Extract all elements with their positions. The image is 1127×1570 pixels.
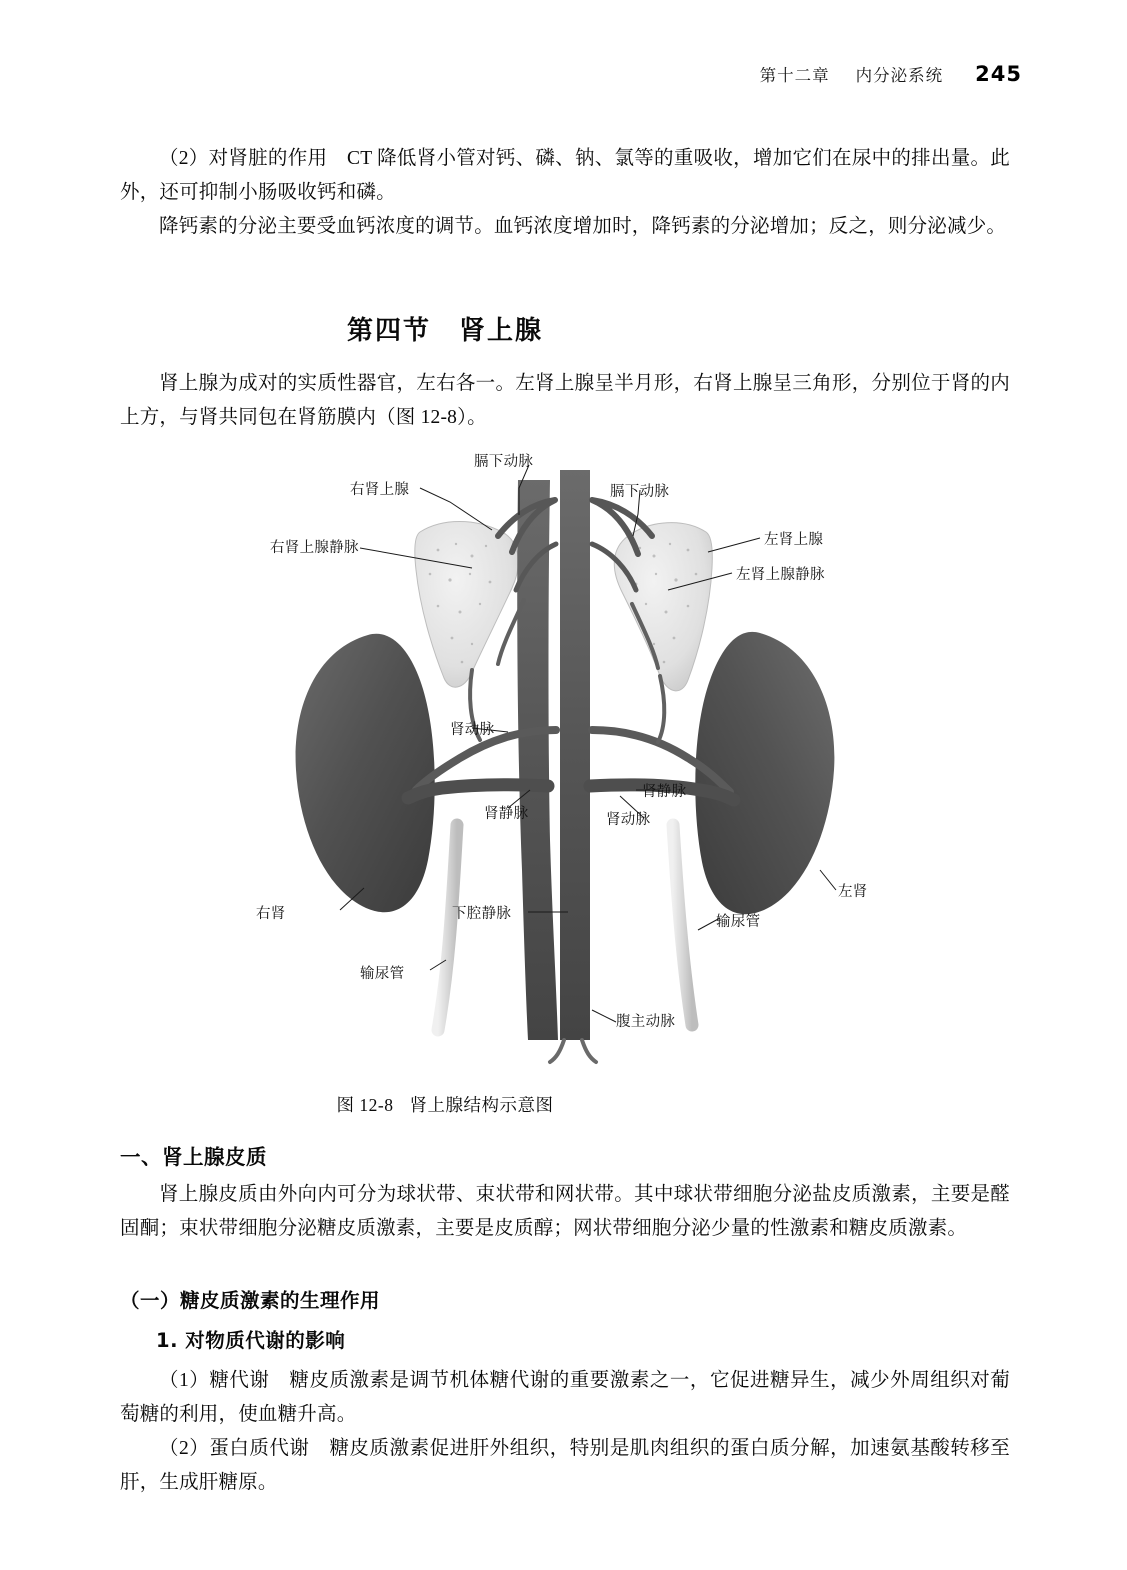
paragraph-block-3 xyxy=(120,367,1010,435)
heading-adrenal-cortex: 一、肾上腺皮质 xyxy=(120,1145,267,1169)
figure-caption-text: 肾上腺结构示意图 xyxy=(409,1095,554,1115)
label-diaphragm-artery-left: 膈下动脉 xyxy=(474,454,534,470)
label-left-adrenal-gland: 左肾上腺 xyxy=(764,532,824,548)
section-title-number: 第四节 xyxy=(346,316,431,346)
label-renal-artery-right: 肾动脉 xyxy=(606,812,651,828)
header-chapter: 第十二章 xyxy=(759,66,830,85)
label-right-adrenal-vein: 右肾上腺静脉 xyxy=(270,540,359,556)
section-title xyxy=(0,310,890,347)
label-abdominal-aorta: 腹主动脉 xyxy=(616,1014,676,1030)
heading-block-2 xyxy=(120,1285,1010,1313)
page-number: 245 xyxy=(975,62,1022,86)
figure-illustration xyxy=(120,440,1010,1090)
figure-adrenal-anatomy xyxy=(120,440,1010,1090)
figure-caption-number: 图 12-8 xyxy=(336,1095,394,1115)
label-right-adrenal-gland: 右肾上腺 xyxy=(350,482,410,498)
heading-glucocorticoid-effects: （一）糖皮质激素的生理作用 xyxy=(120,1289,381,1312)
paragraph-glucose-metabolism: （1）糖代谢 糖皮质激素是调节机体糖代谢的重要激素之一，它促进糖异生，减少外周组织对葡萄糖的利用，使血糖升高。 xyxy=(120,1370,1010,1425)
label-inferior-vena-cava: 下腔静脉 xyxy=(452,906,512,922)
label-renal-vein-left: 肾静脉 xyxy=(484,806,529,822)
label-right-kidney: 右肾 xyxy=(256,906,286,922)
label-left-kidney: 左肾 xyxy=(838,884,868,900)
paragraph-calcitonin-secretion: 降钙素的分泌主要受血钙浓度的调节。血钙浓度增加时，降钙素的分泌增加；反之，则分泌减少。 xyxy=(159,216,1007,237)
paragraph-ct-kidney-effect: （2）对肾脏的作用 CT 降低肾小管对钙、磷、钠、氯等的重吸收，增加它们在尿中的排出量。此外，还可抑制小肠吸收钙和磷。 xyxy=(120,148,1010,203)
label-left-adrenal-vein: 左肾上腺静脉 xyxy=(736,567,825,583)
heading-block-3 xyxy=(156,1325,1010,1353)
heading-metabolism-effects: 1. 对物质代谢的影响 xyxy=(156,1329,346,1352)
paragraph-cortex-zones: 肾上腺皮质由外向内可分为球状带、束状带和网状带。其中球状带细胞分泌盐皮质激素，主要是醛固酮；束状带细胞分泌糖皮质激素，主要是皮质醇；网状带细胞分泌少量的性激素和糖皮质激素。 xyxy=(120,1184,1010,1239)
paragraph-protein-metabolism: （2）蛋白质代谢 糖皮质激素促进肝外组织，特别是肌肉组织的蛋白质分解，加速氨基酸转移至肝，生成肝糖原。 xyxy=(120,1438,1010,1493)
paragraph-block-4 xyxy=(120,1178,1010,1246)
paragraph-block-6 xyxy=(120,1432,1010,1500)
paragraph-block-5 xyxy=(120,1364,1010,1432)
header-section: 内分泌系统 xyxy=(855,66,944,85)
label-ureter-left: 输尿管 xyxy=(360,966,405,982)
section-title-name: 肾上腺 xyxy=(459,316,544,346)
label-diaphragm-artery-right: 膈下动脉 xyxy=(610,484,670,500)
paragraph-block-1 xyxy=(120,142,1010,210)
figure-caption xyxy=(0,1092,890,1117)
label-renal-vein-right: 肾静脉 xyxy=(642,784,687,800)
label-ureter-right: 输尿管 xyxy=(716,914,761,930)
paragraph-adrenal-intro: 肾上腺为成对的实质性器官，左右各一。左肾上腺呈半月形，右肾上腺呈三角形，分别位于肾的内上方，与肾共同包在肾筋膜内（图 12-8）。 xyxy=(120,373,1010,428)
paragraph-block-2 xyxy=(120,210,1010,244)
label-renal-artery-left: 肾动脉 xyxy=(450,722,495,738)
page-header xyxy=(760,62,1022,86)
heading-block-1 xyxy=(120,1140,1010,1170)
